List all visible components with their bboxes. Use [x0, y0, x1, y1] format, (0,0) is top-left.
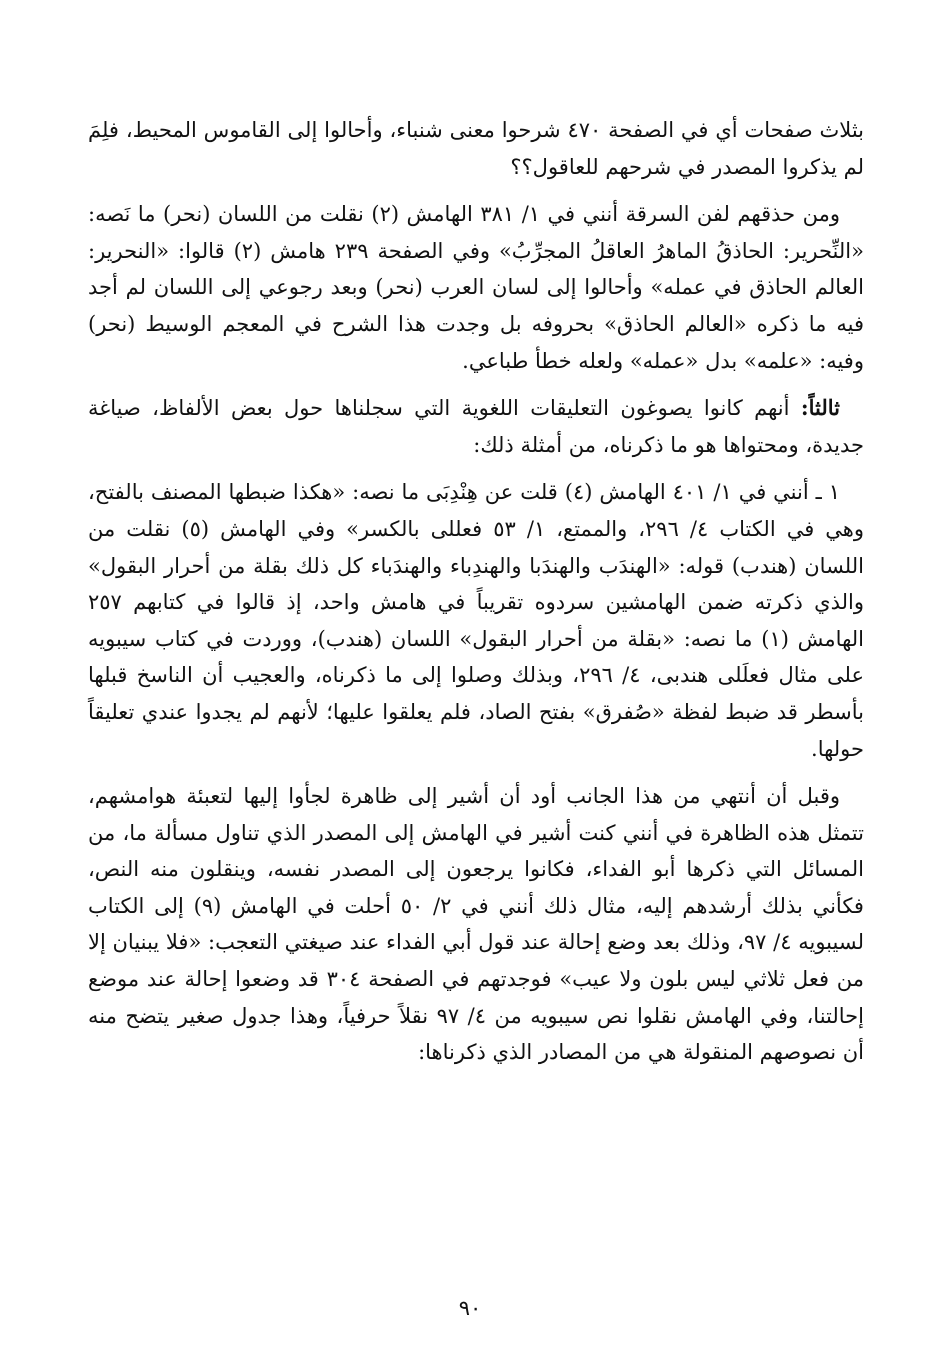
paragraph-text: أنهم كانوا يصوغون التعليقات اللغوية التي سجلناها حول بعض الألفاظ، صياغة جديدة، ومحتواها هو ما ذكرناه، من أمثلة ذلك:	[88, 396, 864, 457]
paragraph-theft-example	[88, 196, 864, 379]
paragraph-continuation	[88, 112, 864, 185]
page-body	[88, 112, 864, 1082]
section-lead: ثالثاً:	[800, 395, 840, 421]
paragraph-example-one	[88, 474, 864, 767]
paragraph-text: ١ ـ أنني في ١/ ٤٠١ الهامش (٤) قلت عن هِنْدِبَى ما نصه: «هكذا ضبطها المصنف بالفتح، وهي في الكتاب ٤/ ٢٩٦، والممتع، ١/ ٥٣ فعللى بالكسر» وفي الهامش (٥) نقلت من اللسان (هندب) قوله: «الهندَب والهندَبا والهندِباء والهندَباء كل ذلك بقلة من أحرار البقول» والذي ذكرته ضمن الهامشين سردوه تقريباً في هامش واحد، إذ قالوا في كتابهم ٢٥٧ الهامش (١) ما نصه: «بقلة من أحرار البقول» اللسان (هندب)، ووردت في كتاب سيبويه على مثال فعلَلى هندبى، ٤/ ٢٩٦، وبذلك وصلوا إلى ما ذكرناه، والعجيب أن الناسخ قبلها بأسطر قد ضبط لفظة «صُفرق» بفتح الصاد، فلم يعلقوا عليها؛ لأنهم لم يجدوا عندي تعليقاً حولها.	[88, 480, 864, 761]
page-number: ٩٠	[458, 1296, 482, 1320]
paragraph-text: وقبل أن أنتهي من هذا الجانب أود أن أشير إلى ظاهرة لجأوا إليها لتعبئة هوامشهم، تتمثل هذه الظاهرة في أنني كنت أشير في الهامش إلى المصدر الذي تناول مسألة ما، من المسائل التي ذكرها أبو الفداء، فكانوا يرجعون إلى المصدر نفسه، وينقلون منه النص، فكأني بذلك أرشدهم إليه، مثال ذلك أنني في ٢/ ٥٠ أحلت في الهامش (٩) إلى الكتاب لسيبويه ٤/ ٩٧، وذلك بعد وضع إحالة عند قول أبي الفداء عند صيغتي التعجب: «فلا يبنيان إلا من فعل ثلاثي ليس بلون ولا عيب» فوجدتهم في الصفحة ٣٠٤ قد وضعوا إحالة عند موضع إحالتنا، وفي الهامش نقلوا نص سيبويه من ٤/ ٩٧ نقلاً حرفياً، وهذا جدول صغير يتضح منه أن نصوصهم المنقولة هي من المصادر الذي ذكرناها:	[88, 784, 864, 1065]
paragraph-third-point	[88, 390, 864, 463]
paragraph-closing	[88, 778, 864, 1071]
paragraph-text: بثلاث صفحات أي في الصفحة ٤٧٠ شرحوا معنى شنباء، وأحالوا إلى القاموس المحيط، فلِمَ لم يذكروا المصدر في شرحهم للعاقول؟؟	[88, 118, 864, 179]
paragraph-text: ومن حذقهم لفن السرقة أنني في ١/ ٣٨١ الهامش (٢) نقلت من اللسان (نحر) ما نَصه: «النِّحرير: الحاذقُ الماهرُ العاقلُ المجرِّبُ» وفي الصفحة ٢٣٩ هامش (٢) قالوا: «النحرير: العالم الحاذق في عمله» وأحالوا إلى لسان العرب (نحر) وبعد رجوعي إلى اللسان لم أجد فيه ما ذكره «العالم الحاذق» بحروفه بل وجدت هذا الشرح في المعجم الوسيط (نحر) وفيه: «علمه» بدل «عمله» ولعله خطأ طباعي.	[88, 202, 864, 373]
